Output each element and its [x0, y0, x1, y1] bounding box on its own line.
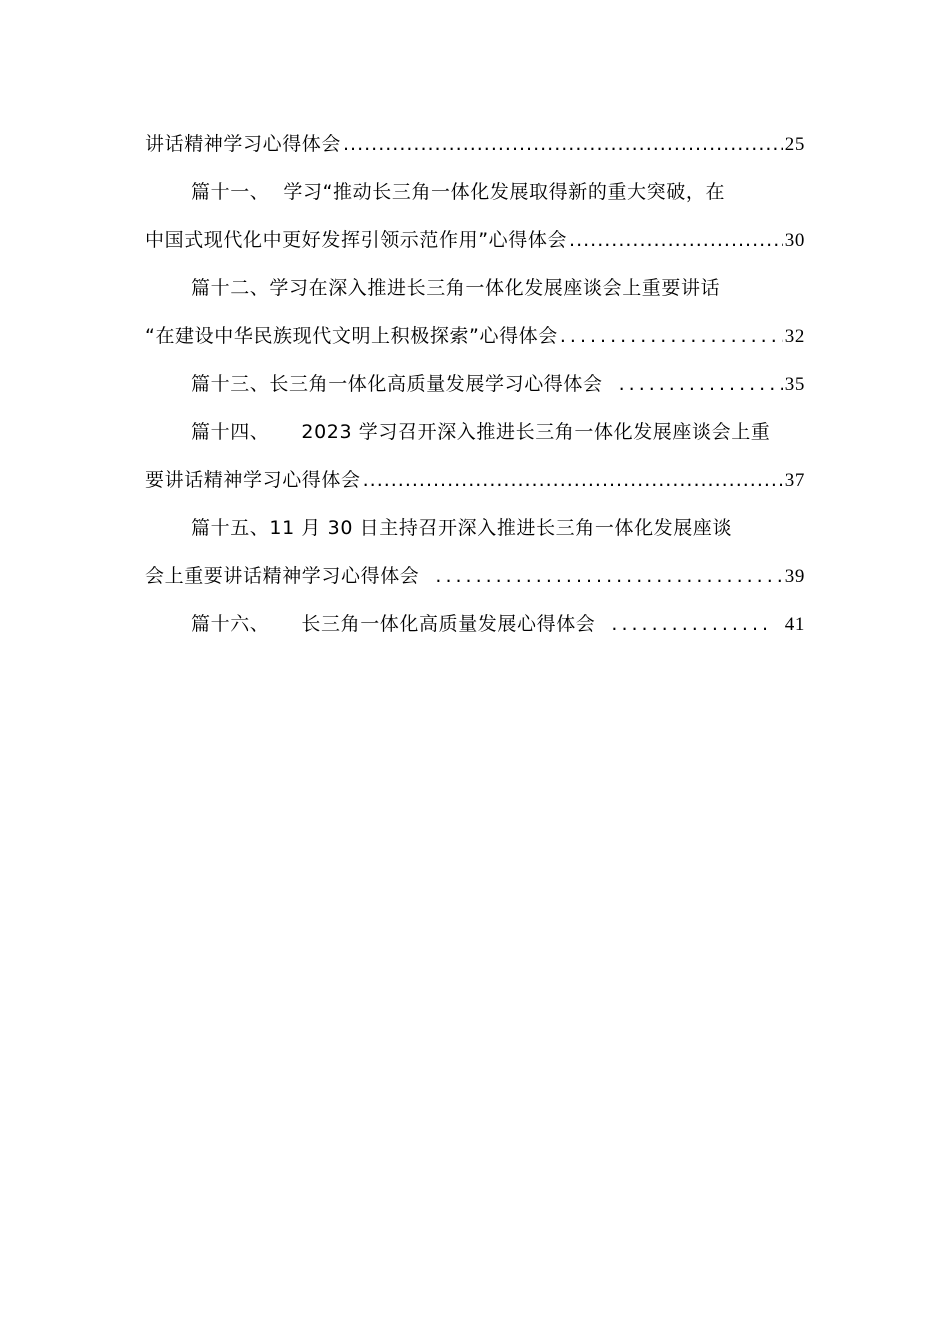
toc-entry-title: 学习“推动长三角一体化发展取得新的重大突破，在 [283, 181, 726, 203]
toc-entry-title: 2023 学习召开深入推进长三角一体化发展座谈会上重 [301, 421, 771, 443]
toc-entry-title: 要讲话精神学习心得体会 [145, 469, 361, 491]
toc-entry-title: 篇十二、学习在深入推进长三角一体化发展座谈会上重要讲话 [191, 277, 721, 299]
toc-entry-label: 篇十四、 [191, 421, 270, 443]
toc-entry-title: 长三角一体化高质量发展心得体会 [301, 613, 596, 635]
toc-line[interactable] [145, 504, 805, 552]
toc-leader-dots [341, 120, 783, 168]
toc-entry-label: 篇十一、 [191, 181, 270, 203]
toc-leader-dots [617, 360, 783, 408]
toc-entry-label: 篇十六、 [191, 613, 270, 635]
table-of-contents [145, 120, 805, 648]
toc-line[interactable] [145, 264, 805, 312]
toc-line[interactable] [145, 600, 805, 648]
toc-page-number: 32 [784, 326, 805, 347]
toc-entry-title: 讲话精神学习心得体会 [145, 133, 342, 155]
toc-line[interactable] [145, 552, 805, 600]
toc-leader-dots [567, 216, 783, 264]
toc-page-number: 41 [784, 614, 805, 635]
toc-entry-title: “在建设中华民族现代文明上积极探索”心得体会 [145, 325, 558, 347]
toc-page-number: 39 [784, 566, 805, 587]
toc-entry-title: 篇十五、11 月 30 日主持召开深入推进长三角一体化发展座谈 [191, 517, 733, 539]
toc-line[interactable] [145, 360, 805, 408]
toc-entry-title: 中国式现代化中更好发挥引领示范作用”心得体会 [145, 229, 568, 251]
toc-entry-title: 会上重要讲话精神学习心得体会 [145, 565, 420, 587]
toc-entry-title: 篇十三、长三角一体化高质量发展学习心得体会 [191, 373, 603, 395]
toc-leader-dots [609, 600, 770, 648]
toc-leader-dots [361, 456, 783, 504]
toc-page-number: 30 [784, 230, 805, 251]
toc-page-number: 25 [784, 134, 805, 155]
toc-line[interactable] [145, 168, 805, 216]
toc-page-number: 37 [784, 470, 805, 491]
toc-page-number: 35 [784, 374, 805, 395]
toc-leader-dots [433, 552, 782, 600]
toc-line[interactable] [145, 312, 805, 360]
toc-leader-dots [558, 312, 783, 360]
toc-line[interactable] [145, 120, 805, 168]
toc-line[interactable] [145, 216, 805, 264]
toc-line[interactable] [145, 408, 805, 456]
toc-line[interactable] [145, 456, 805, 504]
